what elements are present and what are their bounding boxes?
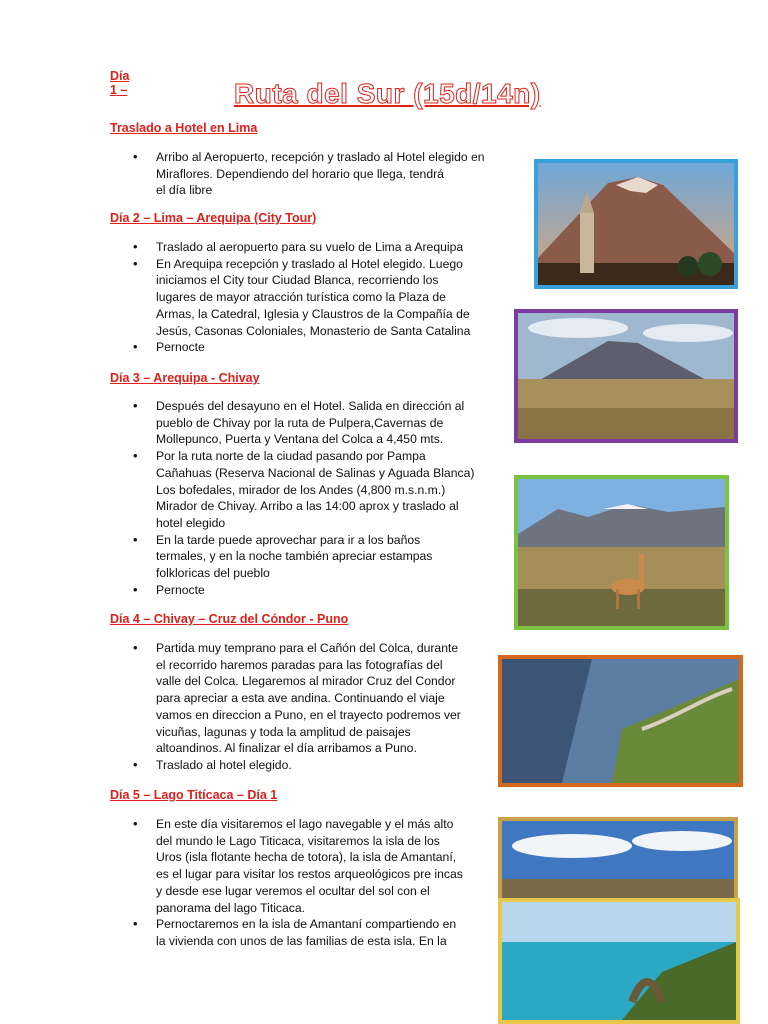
text-line: valle del Colca. Llegaremos al mirador Cruz del Condor [156, 674, 456, 689]
text-line: • Pernoctaremos en la isla de Amantaní compartiendo en [156, 917, 457, 932]
section-heading-day4: Día 4 – Chivay – Cruz del Cóndor - Puno [110, 612, 349, 626]
text-line: el día libre [156, 183, 213, 198]
text-line: Mirador de Chivay. Arribo a las 14:00 aprox y traslado al [156, 499, 459, 514]
text-line: panorama del lago Titicaca. [156, 900, 306, 915]
photo-titicaca-arch [498, 898, 740, 1024]
bullet-list-day2 [133, 239, 503, 356]
bullet-list-day5 [133, 816, 503, 950]
text-line: para apreciar a esta ave andina. Continuando el viaje [156, 691, 445, 706]
day-1-label-line1: Día [110, 69, 130, 83]
text-line: vicuñas, lagunas y toda la amplitud de paisajes [156, 724, 411, 739]
text-line: Cañahuas (Reserva Nacional de Salinas y Aguada Blanca) [156, 465, 475, 480]
section-heading-day3: Día 3 – Arequipa - Chivay [110, 371, 260, 385]
day-1-label-line2: 1 – [110, 83, 128, 97]
text-line: del mundo le Lago Titicaca, visitaremos la isla de los [156, 833, 440, 848]
text-line: Miraflores. Dependiendo del horario que llega, tendrá [156, 166, 444, 181]
text-line: iniciamos el City tour Ciudad Blanca, recorriendo los [156, 273, 439, 288]
text-line: • En Arequipa recepción y traslado al Hotel elegido. Luego [156, 256, 463, 271]
text-line: Mollepunco, Puerta y Ventana del Colca a 4,450 mts. [156, 432, 444, 447]
list-item [133, 916, 503, 949]
photo-misti-volcano [534, 159, 738, 289]
text-line: y desde ese lugar veremos el ocultar del sol con el [156, 883, 430, 898]
text-line: altoandinos. Al finalizar el día arribamos a Puno. [156, 741, 417, 756]
text-line: es el lugar para visitar los restos arqueológicos pre incas [156, 867, 463, 882]
list-item [133, 532, 503, 582]
list-item [133, 448, 503, 532]
photo-volcano-altiplano [514, 309, 738, 443]
list-item [133, 757, 503, 774]
text-line: la vivienda con unos de las familias de esta isla. En la [156, 933, 447, 948]
text-line: vamos en direccion a Puno, en el trayecto podremos ver [156, 707, 461, 722]
text-line: hotel elegido [156, 515, 226, 530]
section-heading-day1: Traslado a Hotel en Lima [110, 121, 258, 135]
photo-vicuna-andes [514, 475, 729, 630]
text-line: pueblo de Chivay por la ruta de Pulpera,Cavernas de [156, 415, 444, 430]
text-line: • Arribo al Aeropuerto, recepción y traslado al Hotel elegido en [156, 150, 485, 164]
text-line: • Traslado al aeropuerto para su vuelo de Lima a Arequipa [156, 240, 464, 254]
text-line: • Traslado al hotel elegido. [156, 757, 292, 772]
list-item [133, 149, 513, 199]
text-line: termales, y en la noche también apreciar estampas [156, 549, 433, 564]
text-line: Jesús, Casonas Coloniales, Monasterio de Santa Catalina [156, 323, 471, 338]
photo-colca-canyon [498, 655, 743, 787]
bullet-list-day1 [133, 149, 513, 199]
list-item [133, 239, 503, 256]
bullet-list-day4 [133, 640, 503, 774]
day-1-label [110, 69, 129, 97]
text-line: • Por la ruta norte de la ciudad pasando por Pampa [156, 449, 426, 464]
photo-titicaca-shore [498, 817, 738, 902]
section-heading-day2: Día 2 – Lima – Arequipa (City Tour) [110, 211, 317, 225]
list-item [133, 640, 503, 757]
list-item [133, 398, 503, 448]
text-line: • En la tarde puede aprovechar para ir a los baños [156, 532, 421, 547]
page-title: Ruta del Sur (15d/14n) [234, 78, 541, 109]
section-heading-day5: Día 5 – Lago Titícaca – Día 1 [110, 788, 278, 802]
text-line: folkloricas del pueblo [156, 566, 270, 581]
text-line: • Pernocte [156, 340, 205, 355]
text-line: • En este día visitaremos el lago navegable y el más alto [156, 817, 454, 831]
bullet-list-day3 [133, 398, 503, 598]
text-line: el recorrido haremos paradas para las fotografías del [156, 657, 443, 672]
text-line: • Pernocte [156, 582, 205, 597]
list-item [133, 582, 503, 599]
list-item [133, 816, 503, 916]
text-line: lugares de mayor atracción turística como la Plaza de [156, 290, 446, 305]
text-line: • Partida muy temprano para el Cañón del Colca, durante [156, 641, 459, 655]
list-item [133, 339, 503, 356]
list-item [133, 256, 503, 340]
text-line: Uros (isla flotante hecha de totora), la isla de Amantaní, [156, 850, 457, 865]
text-line: Armas, la Catedral, Iglesia y Claustros de la Compañía de [156, 306, 470, 321]
text-line: Los bofedales, mirador de los Andes (4,800 m.s.n.m.) [156, 482, 446, 497]
text-line: • Después del desayuno en el Hotel. Salida en dirección al [156, 399, 465, 413]
